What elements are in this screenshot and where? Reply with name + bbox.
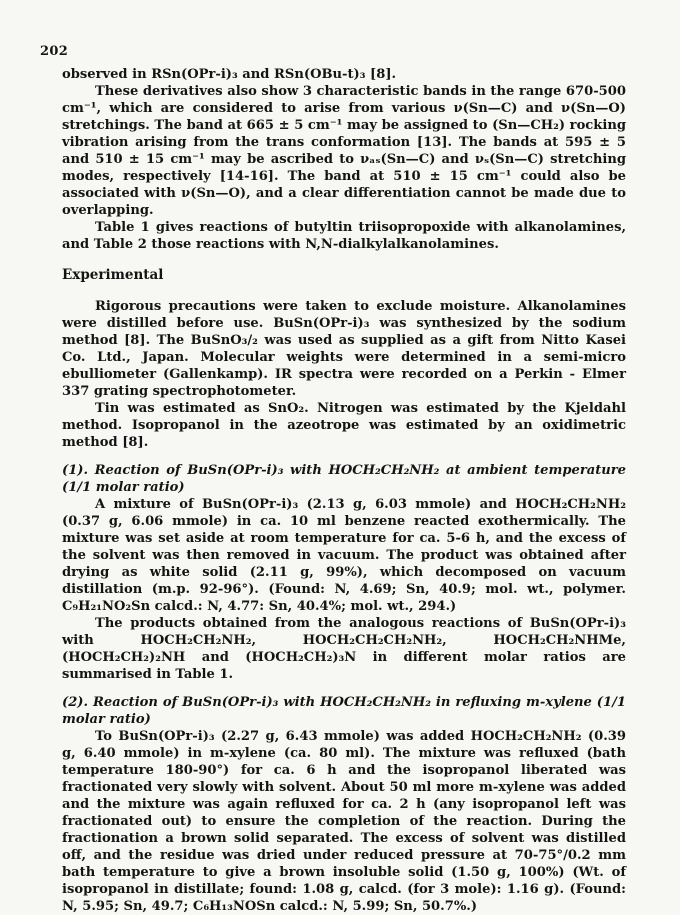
experimental-paragraph-2: Tin was estimated as SnO₂. Nitrogen was estimated by the Kjeldahl method. Isopropanol in the azeotrope was estimated by an oxidimetric method [8]. <box>62 401 626 450</box>
section2-paragraph-1: To BuSn(OPr-i)₃ (2.27 g, 6.43 mmole) was added HOCH₂CH₂NH₂ (0.39 g, 6.40 mmole) in m-xylene (ca. 80 ml). The mixture was refluxed (bath temperature 180-90°) for ca. 6 h and the isopropanol liberated was fractionated very slowly with solvent. About 50 ml more m-xylene was added and the mixture was again refluxed for ca. 2 h (any isopropanol left was fractionated out) to ensure the completion of the reaction. During the fractionation a brown solid separated. The excess of solvent was distilled off, and the residue was dried under reduced pressure at 70-75°/0.2 mm bath temperature to give a brown insoluble solid (1.50 g, 100%) (Wt. of isopropanol in distillate; found: 1.08 g, calcd. (for 3 mole): 1.16 g). (Found: N, 5.95; Sn, 49.7; C₆H₁₃NOSn calcd.: N, 5.99; Sn, 50.7%.) <box>62 729 626 914</box>
subsection-title-1: (1). Reaction of BuSn(OPr-i)₃ with HOCH₂CH₂NH₂ at ambient temperature (1/1 molar ratio) <box>62 463 626 495</box>
intro-paragraph-0: observed in RSn(OPr-i)₃ and RSn(OBu-t)₃ [8]. <box>62 67 397 82</box>
section1-paragraph-1: A mixture of BuSn(OPr-i)₃ (2.13 g, 6.03 mmole) and HOCH₂CH₂NH₂ (0.37 g, 6.06 mmole) in ca. 10 ml benzene reacted exothermically. The mixture was set aside at room temperature for ca. 5-6 h, and the excess of the solvent was then removed in vacuum. The product was obtained after drying as white solid (2.11 g, 99%), which decomposed on vacuum distillation (m.p. 92-96°). (Found: N, 4.69; Sn, 40.9; mol. wt., polymer. C₉H₂₁NO₂Sn calcd.: N, 4.77: Sn, 40.4%; mol. wt., 294.) <box>62 497 626 614</box>
intro-paragraph-1: These derivatives also show 3 characteristic bands in the range 670-500 cm⁻¹, which are considered to arise from various ν(Sn—C) and ν(Sn—O) stretchings. The band at 665 ± 5 cm⁻¹ may be assigned to (Sn—CH₂) rocking vibration arising from the trans conformation [13]. The bands at 595 ± 5 and 510 ± 15 cm⁻¹ may be ascribed to νₐₛ(Sn—C) and νₛ(Sn—C) stretching modes, respectively [14-16]. The band at 510 ± 15 cm⁻¹ could also be associated with ν(Sn—O), and a clear differentiation cannot be made due to overlapping. <box>62 84 626 218</box>
subsection-title-2: (2). Reaction of BuSn(OPr-i)₃ with HOCH₂CH₂NH₂ in refluxing m-xylene (1/1 molar ratio) <box>62 695 626 727</box>
section1-paragraph-2: The products obtained from the analogous reactions of BuSn(OPr-i)₃ with HOCH₂CH₂NH₂, HOCH₂CH₂CH₂NH₂, HOCH₂CH₂NHMe, (HOCH₂CH₂)₂NH and (HOCH₂CH₂)₃N in different molar ratios are summarised in Table 1. <box>62 616 626 682</box>
intro-paragraph-2: Table 1 gives reactions of butyltin triisopropoxide with alkanolamines, and Table 2 those reactions with N,N-dialkylalkanolamines. <box>62 220 626 252</box>
page-number: 202 <box>40 44 69 59</box>
article-body <box>62 66 626 915</box>
section-heading-experimental: Experimental <box>62 267 164 283</box>
experimental-paragraph-1: Rigorous precautions were taken to exclude moisture. Alkanolamines were distilled before use. BuSn(OPr-i)₃ was synthesized by the sodium method [8]. The BuSnO₃/₂ was used as supplied as a gift from Nitto Kasei Co. Ltd., Japan. Molecular weights were determined in a semi-micro ebulliometer (Gallenkamp). IR spectra were recorded on a Perkin - Elmer 337 grating spectrophotometer. <box>62 299 626 399</box>
